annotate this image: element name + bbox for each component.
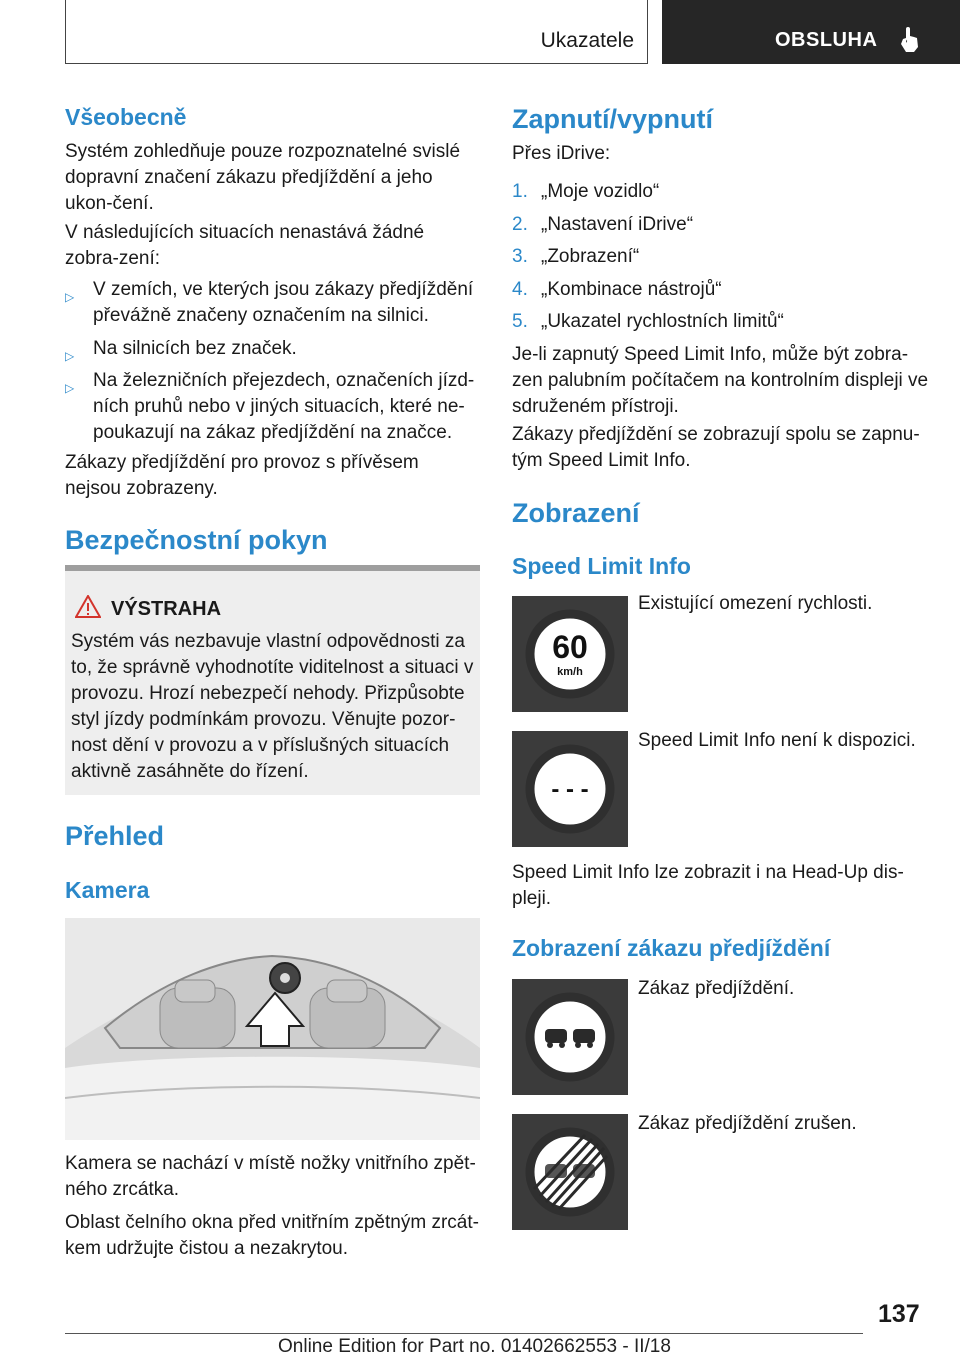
speed-limit-unavailable-caption: Speed Limit Info není k dispozici.	[638, 730, 916, 751]
hud-paragraph: Speed Limit Info lze zobrazit i na Head-Up dis‐pleji.	[512, 862, 904, 909]
no-passing-sign-tile	[512, 979, 628, 1095]
step-number: 1.	[512, 181, 528, 202]
speed-limit-info-paragraph: Je-li zapnutý Speed Limit Info, může být zobra‐zen palubním počítačem na kontrolním displeji ve sdruženém přístroji.	[512, 344, 929, 417]
step-number: 2.	[512, 214, 528, 235]
step-text: „Nastavení iDrive“	[541, 214, 694, 235]
no-passing-end-caption: Zákaz předjíždění zrušen.	[638, 1113, 857, 1134]
heading-camera: Kamera	[65, 877, 150, 903]
idrive-intro: Přes iDrive:	[512, 143, 611, 164]
no-passing-end-sign-icon	[512, 1114, 628, 1230]
warning-text: Systém vás nezbavuje vlastní odpovědnosti za to, že správně vyhodnotíte viditelnost a situaci v provozu. Hrozí nebezpečí nehody. Přizpůsobte styl jízdy podmínkám provozu. Věnujte pozor‐nost dění v provozu a v příslušných situacích aktivně zasáhněte do řízení.	[71, 631, 474, 782]
bullet-text: Na silnicích bez značek.	[93, 338, 297, 359]
footer-edition-text: Online Edition for Part no. 01402662553 - II/18	[278, 1336, 671, 1357]
warning-triangle-icon	[75, 595, 101, 618]
step-text: „Kombinace nástrojů“	[541, 279, 722, 300]
step-text: „Ukazatel rychlostních limitů“	[541, 311, 784, 332]
trailer-paragraph: Zákazy předjíždění pro provoz s přívěsem nejsou zobrazeny.	[65, 452, 419, 499]
no-passing-sign-icon	[512, 979, 628, 1095]
warning-box	[65, 565, 480, 795]
heading-overview: Přehled	[65, 821, 165, 851]
speed-limit-sign-tile	[512, 596, 628, 712]
step-number: 5.	[512, 311, 528, 332]
footer-divider	[65, 1333, 863, 1334]
heading-safety: Bezpečnostní pokyn	[65, 525, 328, 555]
step-number: 3.	[512, 246, 528, 267]
speed-limit-caption: Existující omezení rychlosti.	[638, 593, 873, 614]
general-paragraph-1: Systém zohledňuje pouze rozpoznatelné svislé dopravní značení zákazu předjíždění a jeho ukon‐čení.	[65, 141, 461, 214]
triangle-bullet-icon: ▷	[65, 349, 75, 363]
camera-paragraph-1: Kamera se nachází v místě nožky vnitřního zpět‐ného zrcátka.	[65, 1153, 476, 1200]
speed-limit-value: 60	[552, 629, 588, 665]
speed-limit-unavailable-icon	[512, 731, 628, 847]
no-passing-end-sign-tile	[512, 1114, 628, 1230]
heading-no-passing-display: Zobrazení zákazu předjíždění	[512, 935, 831, 961]
camera-paragraph-2: Oblast čelního okna před vnitřním zpětným zrcát‐kem udržujte čistou a nezakrytou.	[65, 1212, 479, 1259]
speed-limit-unit: km/h	[557, 666, 583, 678]
general-paragraph-2: V následujících situacích nenastává žádné zobra‐zení:	[65, 222, 425, 269]
no-passing-paragraph: Zákazy předjíždění se zobrazují spolu se zapnu‐tým Speed Limit Info.	[512, 424, 920, 471]
step-text: „Zobrazení“	[541, 246, 640, 267]
heading-speed-limit-info: Speed Limit Info	[512, 553, 691, 579]
step-number: 4.	[512, 279, 528, 300]
unavailable-dashes: - - -	[551, 776, 589, 803]
bullet-text: Na železničních přejezdech, označeních jízd‐ních pruhů nebo v jiných situacích, které ne‐poukazují na zákaz předjíždění na značce.	[93, 370, 475, 443]
heading-on-off: Zapnutí/vypnutí	[512, 104, 713, 134]
header-chapter-label: OBSLUHA	[775, 29, 878, 51]
triangle-bullet-icon: ▷	[65, 290, 75, 304]
header-section-box	[65, 0, 648, 64]
speed-limit-unavailable-tile	[512, 731, 628, 847]
header-section-title: Ukazatele	[540, 29, 634, 52]
step-text: „Moje vozidlo“	[541, 181, 660, 202]
warning-title: VÝSTRAHA	[111, 598, 222, 620]
camera-location-illustration	[65, 918, 480, 1140]
heading-general: Všeobecně	[65, 104, 187, 130]
header-chapter-tab	[662, 0, 960, 64]
no-passing-caption: Zákaz předjíždění.	[638, 978, 795, 999]
speed-limit-sign-icon	[512, 596, 628, 712]
page-number: 137	[878, 1300, 920, 1328]
heading-display: Zobrazení	[512, 498, 640, 528]
hand-pointer-icon	[899, 25, 921, 53]
bullet-text: V zemích, ve kterých jsou zákazy předjíždění převážně značeny označením na silnici.	[93, 279, 474, 326]
triangle-bullet-icon: ▷	[65, 381, 75, 395]
